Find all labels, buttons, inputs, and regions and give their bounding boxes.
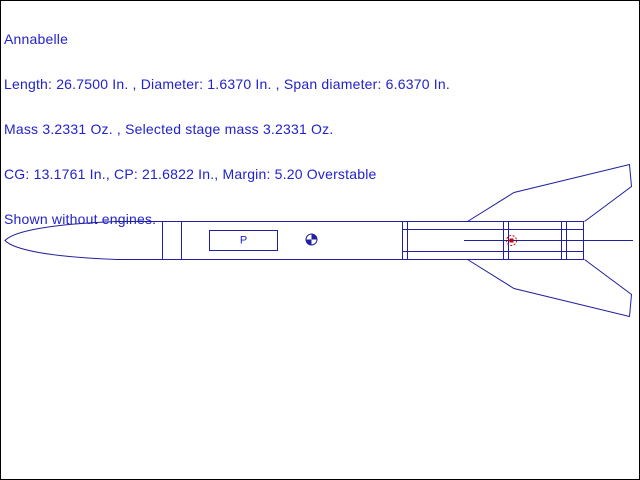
cg-marker-icon (306, 234, 317, 245)
dimensions-line: Length: 26.7500 In. , Diameter: 1.6370 In. , Span diameter: 6.6370 In. (4, 76, 450, 92)
rocket-name: Annabelle (4, 31, 69, 47)
stability-line: CG: 13.1761 In., CP: 21.6822 In., Margin: 5.20 Overstable (4, 166, 377, 182)
fin-upper (468, 165, 632, 222)
parachute-label: P (239, 234, 248, 247)
engines-note: Shown without engines. (4, 211, 157, 227)
mass-line: Mass 3.2331 Oz. , Selected stage mass 3.2331 Oz. (4, 121, 334, 137)
rocket-side-view (1, 1, 640, 480)
fin-lower (468, 260, 632, 317)
